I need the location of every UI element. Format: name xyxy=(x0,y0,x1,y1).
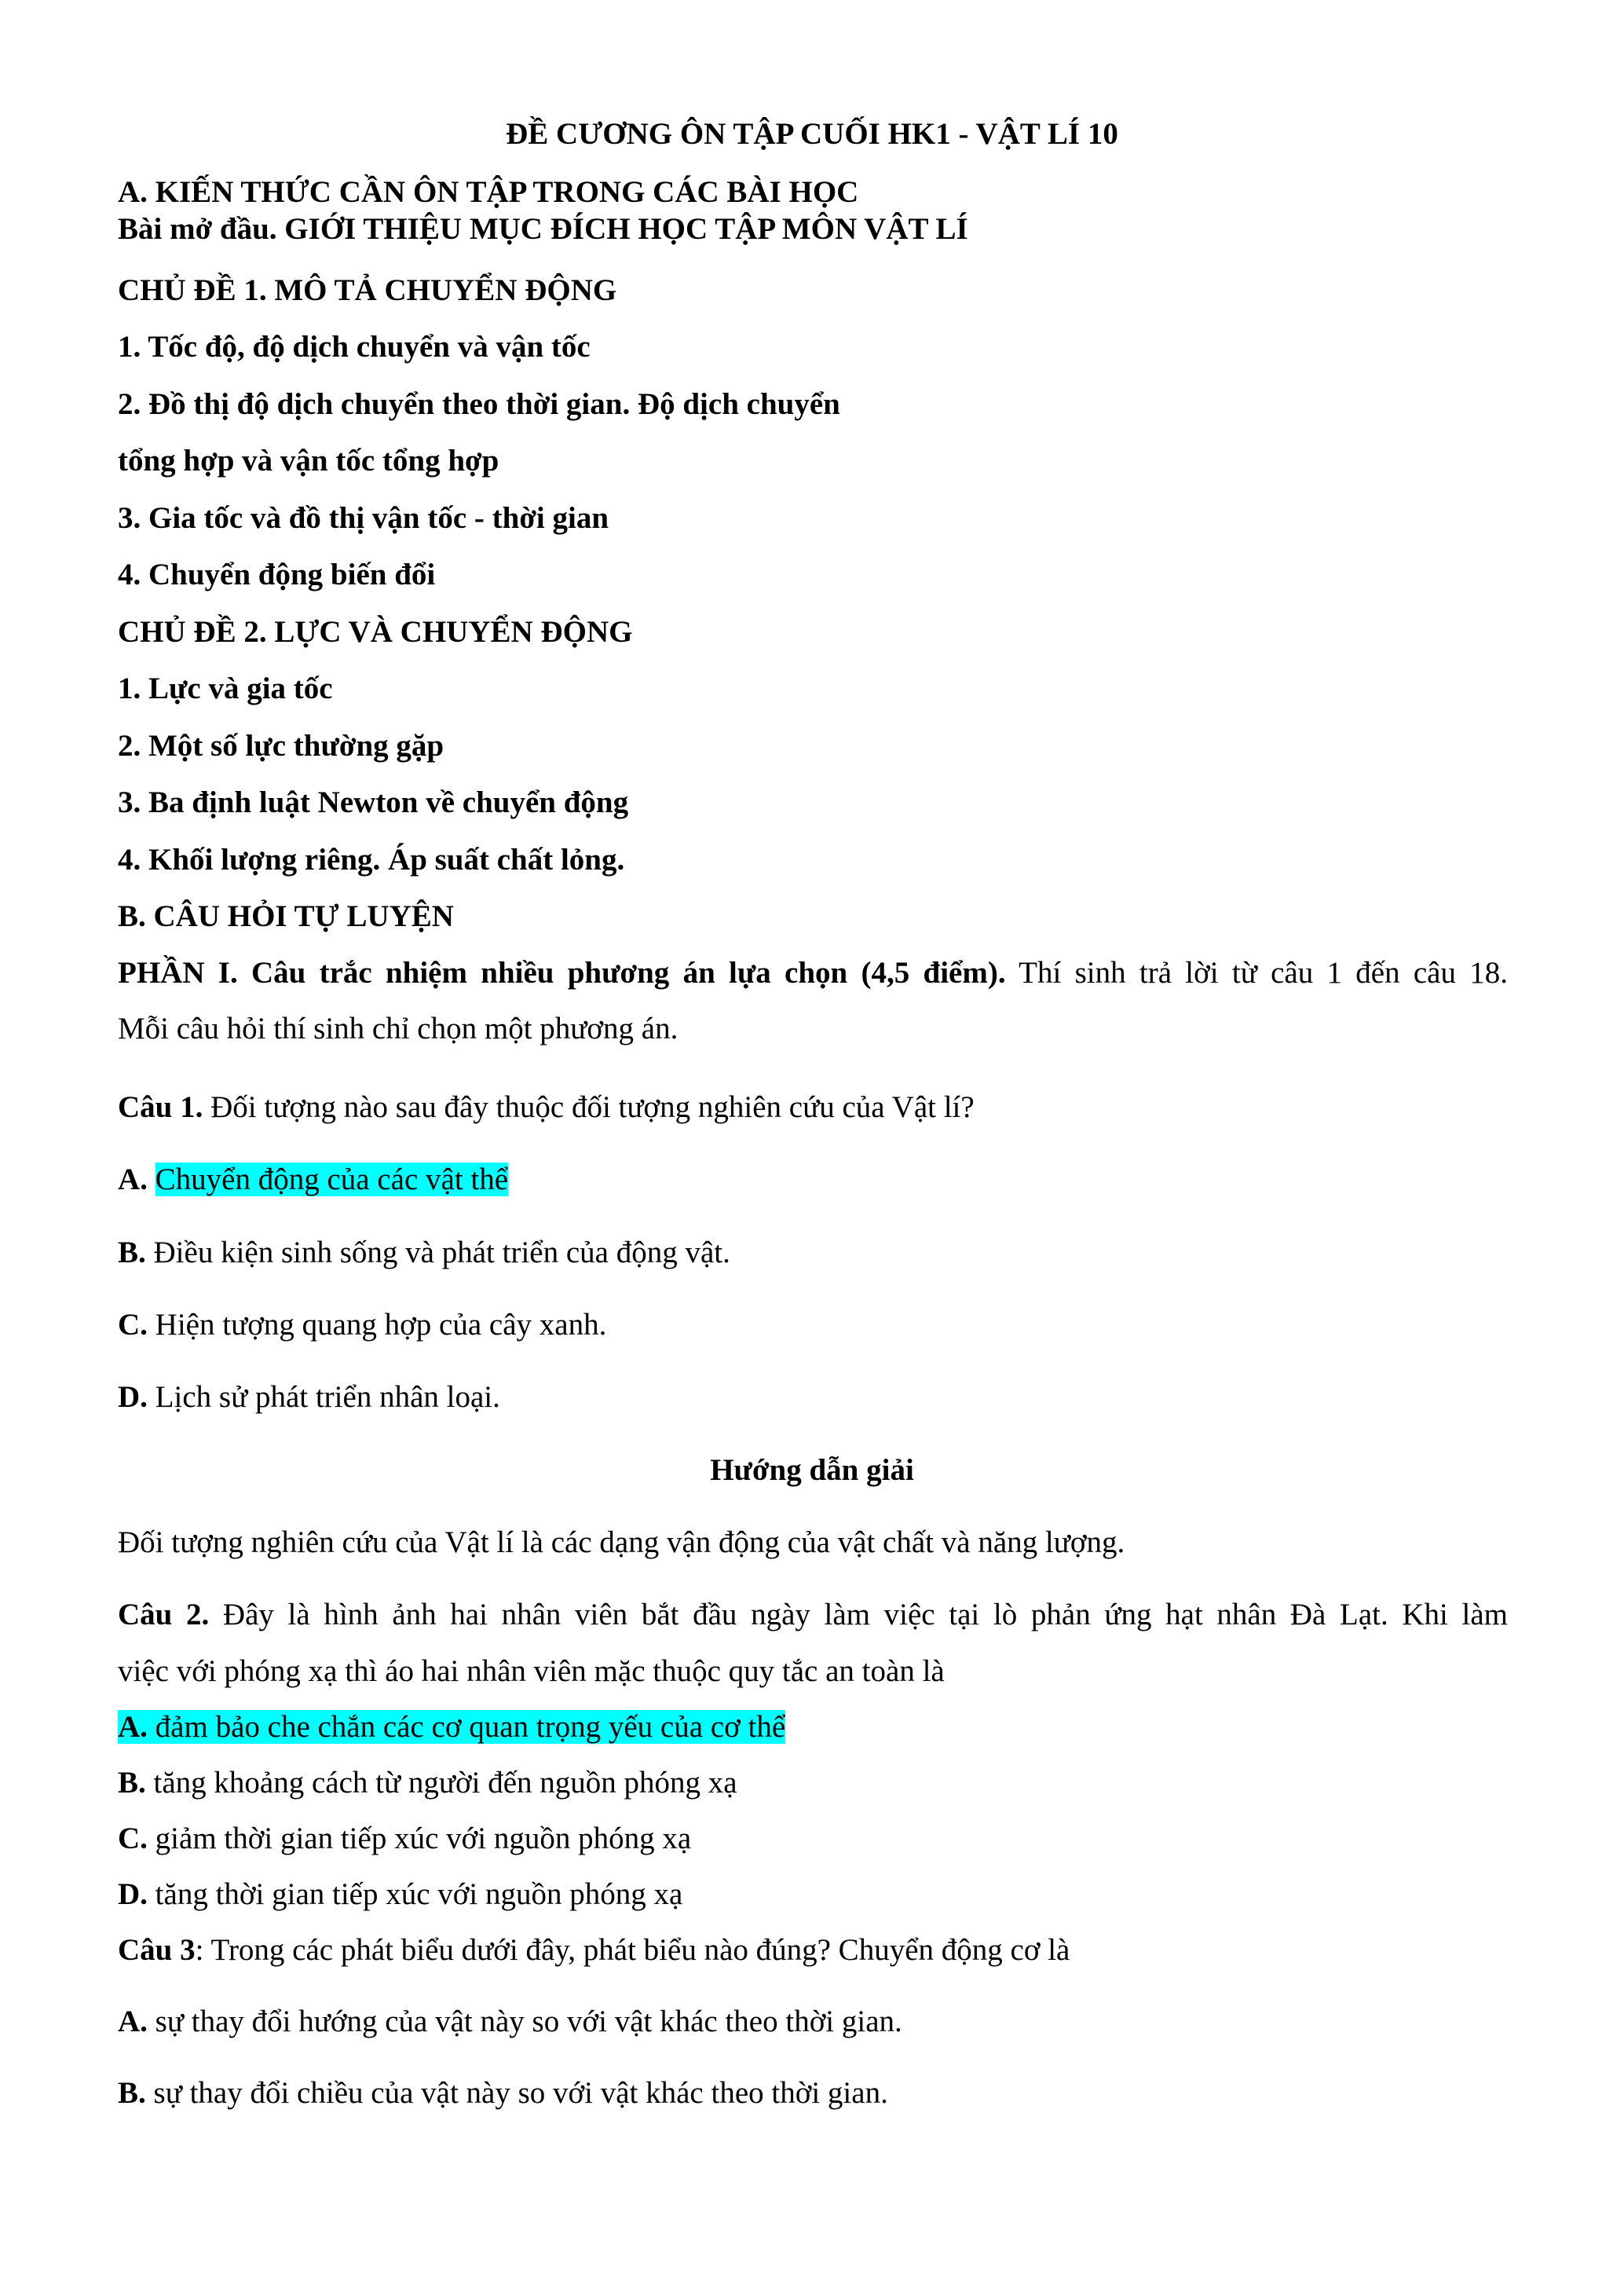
q2-option-b-letter: B. xyxy=(118,1766,146,1800)
topic1-item-2-cont: tổng hợp và vận tốc tổng hợp xyxy=(118,444,499,478)
topic2-item-3: 3. Ba định luật Newton về chuyển động xyxy=(118,785,629,819)
section-b-heading: B. CÂU HỎI TỰ LUYỆN xyxy=(118,899,454,933)
q1-option-c-text: Hiện tượng quang hợp của cây xanh. xyxy=(147,1308,607,1342)
q1-option-d-letter: D. xyxy=(118,1380,148,1414)
q1-stem xyxy=(118,1089,975,1126)
q1-option-c-letter: C. xyxy=(118,1308,148,1342)
q1-guide-heading: Hướng dẫn giải xyxy=(710,1453,914,1487)
topic1-heading: CHỦ ĐỀ 1. MÔ TẢ CHUYỂN ĐỘNG xyxy=(118,273,617,307)
q2-option-b-text: tăng khoảng cách từ người đến nguồn phóng xạ xyxy=(145,1766,737,1800)
q3-option-b-letter: B. xyxy=(118,2076,146,2110)
part1-instruction: Thí sinh trả lời từ câu 1 đến câu 18. xyxy=(1005,956,1508,990)
q2-stem-line-2: việc với phóng xạ thì áo hai nhân viên mặc thuộc quy tắc an toàn là xyxy=(118,1654,945,1688)
q2-option-d xyxy=(118,1876,682,1913)
q3-option-b-text: sự thay đổi chiều của vật này so với vật khác theo thời gian. xyxy=(145,2076,888,2110)
q2-label: Câu 2. xyxy=(118,1598,210,1631)
q3-option-a-text: sự thay đổi hướng của vật này so với vật khác theo thời gian. xyxy=(147,2005,902,2038)
q3-option-a-letter: A. xyxy=(118,2005,148,2038)
q2-option-a-letter: A. xyxy=(118,1710,148,1744)
q1-option-a-text: Chuyển động của các vật thể xyxy=(155,1163,509,1196)
q2-option-a-highlight xyxy=(118,1710,785,1744)
topic2-item-1: 1. Lực và gia tốc xyxy=(118,672,333,705)
q2-option-b xyxy=(118,1764,737,1802)
q2-option-a-text: đảm bảo che chắn các cơ quan trọng yếu của cơ thể xyxy=(147,1710,786,1744)
q2-option-c-text: giảm thời gian tiếp xúc với nguồn phóng xạ xyxy=(147,1822,692,1855)
q2-option-c-letter: C. xyxy=(118,1822,148,1855)
q3-text: : Trong các phát biểu dưới đây, phát biểu nào đúng? Chuyển động cơ là xyxy=(195,1933,1070,1967)
q1-option-b-letter: B. xyxy=(118,1236,146,1269)
q3-label: Câu 3 xyxy=(118,1933,196,1967)
q2-option-d-text: tăng thời gian tiếp xúc với nguồn phóng xạ xyxy=(147,1877,683,1911)
q1-option-c xyxy=(118,1306,606,1344)
q2-stem-line-1 xyxy=(118,1596,1508,1634)
document-title: ĐỀ CƯƠNG ÔN TẬP CUỐI HK1 - VẬT LÍ 10 xyxy=(506,117,1118,151)
topic2-item-2: 2. Một số lực thường gặp xyxy=(118,729,444,763)
topic2-heading: CHỦ ĐỀ 2. LỰC VÀ CHUYỂN ĐỘNG xyxy=(118,615,633,649)
topic2-item-4: 4. Khối lượng riêng. Áp suất chất lỏng. xyxy=(118,843,625,877)
q2-text: Đây là hình ảnh hai nhân viên bắt đầu ngày làm việc tại lò phản ứng hạt nhân Đà Lạt. Khi làm xyxy=(209,1598,1509,1631)
q1-option-b xyxy=(118,1234,730,1272)
part1-label: PHẦN I. Câu trắc nhiệm nhiều phương án lựa chọn (4,5 điểm). xyxy=(118,956,1006,990)
q3-option-b xyxy=(118,2074,888,2112)
part1-line-2: Mỗi câu hỏi thí sinh chỉ chọn một phương án. xyxy=(118,1012,678,1045)
topic1-item-3: 3. Gia tốc và đồ thị vận tốc - thời gian xyxy=(118,501,609,535)
part1-line-1 xyxy=(118,954,1508,992)
topic1-item-1: 1. Tốc độ, độ dịch chuyển và vận tốc xyxy=(118,330,591,364)
q1-option-b-text: Điều kiện sinh sống và phát triển của động vật. xyxy=(145,1236,730,1269)
q2-option-c xyxy=(118,1820,691,1858)
q3-stem xyxy=(118,1932,1070,1969)
q1-option-a xyxy=(118,1161,508,1199)
q2-option-d-letter: D. xyxy=(118,1877,148,1911)
q1-option-d-text: Lịch sử phát triển nhân loại. xyxy=(147,1380,500,1414)
q1-option-a-letter: A. xyxy=(118,1163,148,1196)
section-a-heading: A. KIẾN THỨC CẦN ÔN TẬP TRONG CÁC BÀI HỌC xyxy=(118,175,859,209)
topic1-item-4: 4. Chuyển động biến đổi xyxy=(118,558,436,591)
q1-guide-text: Đối tượng nghiên cứu của Vật lí là các dạng vận động của vật chất và năng lượng. xyxy=(118,1525,1125,1559)
q1-label: Câu 1. xyxy=(118,1090,203,1124)
q1-text: Đối tượng nào sau đây thuộc đối tượng nghiên cứu của Vật lí? xyxy=(203,1090,975,1124)
q3-option-a xyxy=(118,2003,902,2041)
q1-option-d xyxy=(118,1379,500,1416)
topic1-item-2: 2. Đồ thị độ dịch chuyển theo thời gian. Độ dịch chuyển xyxy=(118,387,840,421)
intro-lesson-heading: Bài mở đầu. GIỚI THIỆU MỤC ĐÍCH HỌC TẬP MÔN VẬT LÍ xyxy=(118,212,968,246)
q2-option-a xyxy=(118,1708,785,1746)
